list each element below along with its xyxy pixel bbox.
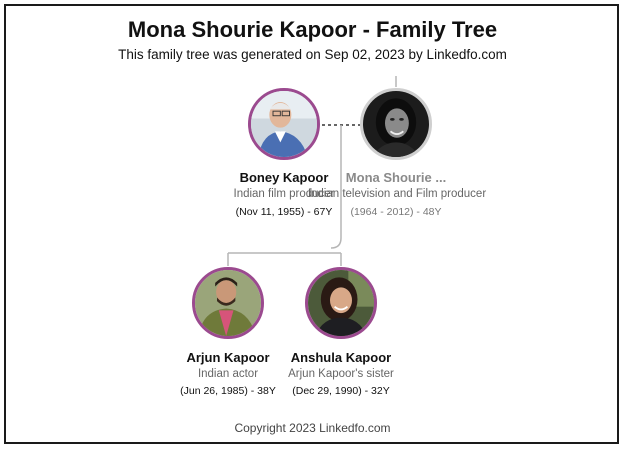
mona-shourie-role: Indian television and Film producer (307, 188, 487, 200)
boney-kapoor-name[interactable]: Boney Kapoor (239, 170, 329, 185)
anshula-kapoor-role: Arjun Kapoor's sister (288, 368, 394, 380)
copyright-footer: Copyright 2023 Linkedfo.com (234, 421, 391, 435)
parent-corner (331, 238, 341, 248)
page-subtitle: This family tree was generated on Sep 02, 2023 by Linkedfo.com (118, 47, 507, 62)
anshula-kapoor-dates: (Dec 29, 1990) - 32Y (292, 385, 390, 397)
page-title: Mona Shourie Kapoor - Family Tree (127, 17, 498, 42)
arjun-kapoor-name[interactable]: Arjun Kapoor (186, 350, 270, 365)
mona-shourie-name[interactable]: Mona Shourie ... (345, 170, 447, 185)
arjun-kapoor-role: Indian actor (197, 368, 259, 380)
avatar-arjun-kapoor[interactable] (192, 267, 264, 339)
anshula-kapoor-name[interactable]: Anshula Kapoor (290, 350, 392, 365)
avatar-boney-kapoor[interactable] (248, 88, 320, 160)
boney-kapoor-role: Indian film producer (233, 188, 335, 200)
mona-photo (363, 91, 429, 157)
arjun-photo (195, 270, 261, 336)
mona-shourie-dates: (1964 - 2012) - 48Y (350, 206, 442, 218)
avatar-anshula-kapoor[interactable] (305, 267, 377, 339)
avatar-mona-shourie[interactable] (360, 88, 432, 160)
anshula-photo (308, 270, 374, 336)
boney-kapoor-dates: (Nov 11, 1955) - 67Y (235, 206, 333, 218)
arjun-kapoor-dates: (Jun 26, 1985) - 38Y (180, 385, 276, 397)
boney-photo (251, 91, 317, 157)
